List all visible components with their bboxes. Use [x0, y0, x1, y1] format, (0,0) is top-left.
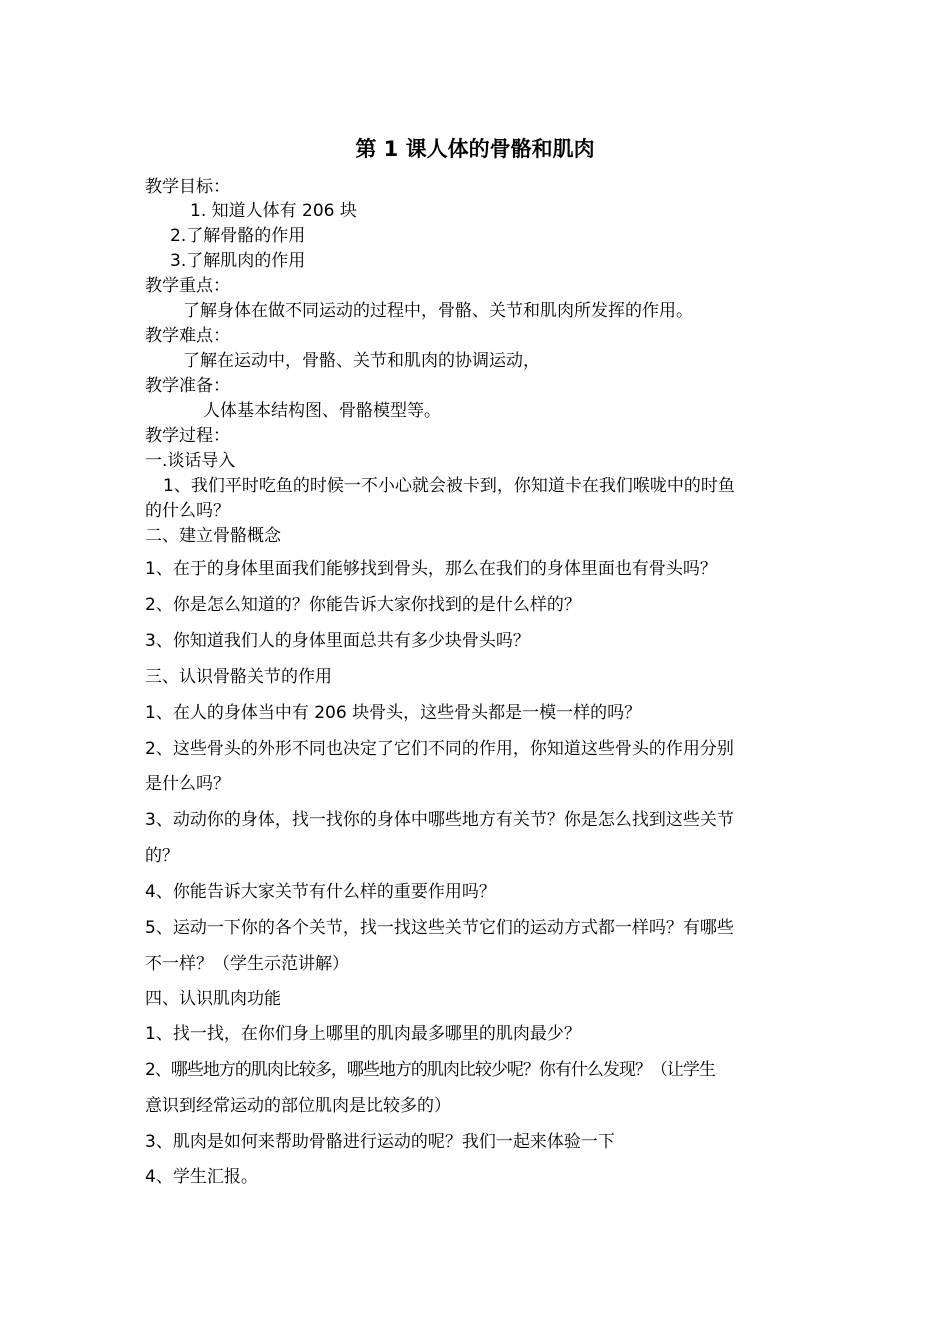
- paragraph-line: 人体基本结构图、骨骼模型等。: [203, 401, 441, 421]
- paragraph-line: 1、找一找，在你们身上哪里的肌肉最多哪里的肌肉最少？: [145, 1024, 581, 1044]
- section-heading: 教学难点：: [145, 326, 230, 346]
- paragraph-line: 3、你知道我们人的身体里面总共有多少块骨头吗？: [145, 631, 530, 651]
- paragraph-line: 不一样？（学生示范讲解）: [145, 954, 349, 974]
- paragraph-line: 1、我们平时吃鱼的时候一不小心就会被卡到，你知道卡在我们喉咙中的时鱼: [163, 476, 735, 496]
- list-item: 1. 知道人体有 206 块: [190, 201, 357, 221]
- section-heading: 教学准备：: [145, 376, 230, 396]
- paragraph-line: 2、这些骨头的外形不同也决定了它们不同的作用，你知道这些骨头的作用分别: [145, 739, 734, 759]
- paragraph-line: 4、你能告诉大家关节有什么样的重要作用吗？: [145, 882, 496, 902]
- paragraph-line: 2、哪些地方的肌肉比较多，哪些地方的肌肉比较少呢？你有什么发现？（让学生: [145, 1060, 715, 1080]
- paragraph-line: 2、你是怎么知道的？你能告诉大家你找到的是什么样的？: [145, 595, 581, 615]
- section-heading: 一.谈话导入: [145, 451, 236, 471]
- paragraph-line: 是什么吗？: [145, 774, 230, 794]
- paragraph-line: 5、运动一下你的各个关节，找一找这些关节它们的运动方式都一样吗？有哪些: [145, 918, 734, 938]
- paragraph-line: 了解身体在做不同运动的过程中，骨骼、关节和肌肉所发挥的作用。: [183, 301, 693, 321]
- list-item: 2.了解骨骼的作用: [170, 226, 306, 246]
- section-heading: 教学过程：: [145, 426, 230, 446]
- paragraph-line: 的什么吗？: [145, 501, 230, 521]
- paragraph-line: 3、肌肉是如何来帮助骨骼进行运动的呢？我们一起来体验一下: [145, 1132, 615, 1152]
- page-title: 第 1 课人体的骨骼和肌肉: [355, 137, 595, 161]
- section-heading: 二、建立骨骼概念: [145, 526, 281, 546]
- list-item: 3.了解肌肉的作用: [170, 251, 306, 271]
- paragraph-line: 4、学生汇报。: [145, 1167, 258, 1187]
- paragraph-line: 的？: [145, 846, 179, 866]
- section-heading: 三、认识骨骼关节的作用: [145, 667, 332, 687]
- section-heading: 教学目标：: [145, 177, 230, 197]
- paragraph-line: 了解在运动中，骨骼、关节和肌肉的协调运动，: [183, 351, 540, 371]
- paragraph-line: 1、在人的身体当中有 206 块骨头，这些骨头都是一模一样的吗？: [145, 703, 642, 723]
- paragraph-line: 1、在于的身体里面我们能够找到骨头，那么在我们的身体里面也有骨头吗？: [145, 559, 717, 579]
- section-heading: 教学重点：: [145, 276, 230, 296]
- paragraph-line: 意识到经常运动的部位肌肉是比较多的）: [145, 1096, 451, 1116]
- section-heading: 四、认识肌肉功能: [145, 989, 281, 1009]
- paragraph-line: 3、动动你的身体，找一找你的身体中哪些地方有关节？你是怎么找到这些关节: [145, 810, 734, 830]
